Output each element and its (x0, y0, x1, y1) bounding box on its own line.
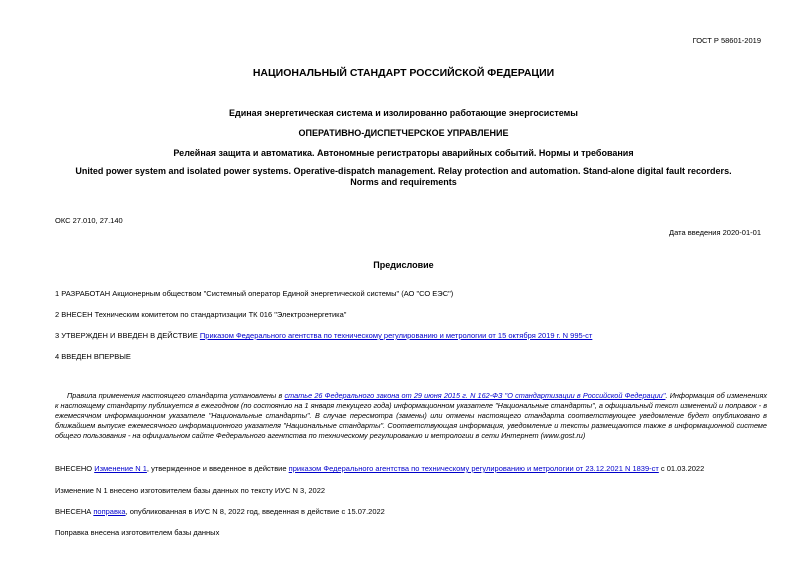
amendment-order-link[interactable]: приказом Федерального агентства по техническому регулированию и метрологии от 23.12.2021 N 1839-ст (288, 464, 659, 473)
approved-label: 3 УТВЕРЖДЕН И ВВЕДЕН В ДЕЙСТВИЕ (55, 331, 200, 340)
introduction-date: Дата введения 2020-01-01 (669, 228, 761, 237)
english-title: United power system and isolated power systems. Operative-dispatch management. Relay protection and automation. Stand-alone digital fault recorders. Norms and requirements (75, 166, 732, 187)
correction-note: Поправка внесена изготовителем базы данных (55, 528, 220, 537)
application-rules-paragraph: Правила применения настоящего стандарта установлены в статье 26 Федерального закона от 29 июня 2015 г. N 162-ФЗ "О стандартизации в Российской Федерации". Информация об изменениях к настоящему стандарту публикуется в ежегодном (по состоянию на 1 января текущего года) информационном указателе "Национальные стандарты", а официальный текст изменений и поправок - в ежемесячном информационном указателе "Национальные стандарты". В случае пересмотра (замены) или отмены настоящего стандарта соответствующее уведомление будет опубликовано в ближайшем выпуске ежемесячного информационного указателя "Национальные стандарты". Соответствующая информация, уведомление и тексты размещаются также в информационной системе общего пользования - на официальном сайте Федерального агентства по техническому регулированию и метрологии в сети Интернет (www.gost.ru) (55, 391, 768, 440)
subject-title: Релейная защита и автоматика. Автономные регистраторы аварийных событий. Нормы и требования (173, 148, 634, 158)
document-code: ГОСТ Р 58601-2019 (692, 36, 761, 45)
approval-order-link[interactable]: Приказом Федерального агентства по техническому регулированию и метрологии от 15 октября 2019 г. N 995-ст (199, 331, 593, 340)
foreword-heading: Предисловие (373, 260, 434, 270)
system-title: Единая энергетическая система и изолированно работающие энергосистемы (229, 108, 578, 118)
federal-law-link[interactable]: статье 26 Федерального закона от 29 июня 2015 г. N 162-ФЗ "О стандартизации в Российской Федерации" (284, 391, 666, 400)
foreword-item-approved (55, 331, 592, 340)
standard-title: НАЦИОНАЛЬНЫЙ СТАНДАРТ РОССИЙСКОЙ ФЕДЕРАЦИИ (252, 67, 555, 79)
correction-line: ВНЕСЕНА поправка, опубликованная в ИУС N 8, 2022 год, введенная в действие с 15.07.2022 (55, 507, 385, 516)
management-title: ОПЕРАТИВНО-ДИСПЕТЧЕРСКОЕ УПРАВЛЕНИЕ (298, 128, 509, 138)
amendment-note: Изменение N 1 внесено изготовителем базы данных по тексту ИУС N 3, 2022 (55, 486, 326, 495)
amendment-1-line: ВНЕСЕНО Изменение N 1, утвержденное и введенное в действие приказом Федерального агентства по техническому регулированию и метрологии от 23.12.2021 N 1839-ст с 01.03.2022 (55, 464, 705, 473)
correction-link[interactable]: поправка (93, 507, 126, 516)
foreword-item-developed: 1 РАЗРАБОТАН Акционерным обществом "Системный оператор Единой энергетической системы" (АО "СО ЕЭС") (55, 289, 454, 298)
foreword-item-first-time: 4 ВВЕДЕН ВПЕРВЫЕ (55, 352, 131, 361)
oks-code: ОКС 27.010, 27.140 (55, 216, 123, 225)
amendment-1-link[interactable]: Изменение N 1 (94, 464, 147, 473)
foreword-item-submitted: 2 ВНЕСЕН Техническим комитетом по стандартизации ТК 016 "Электроэнергетика" (55, 310, 347, 319)
